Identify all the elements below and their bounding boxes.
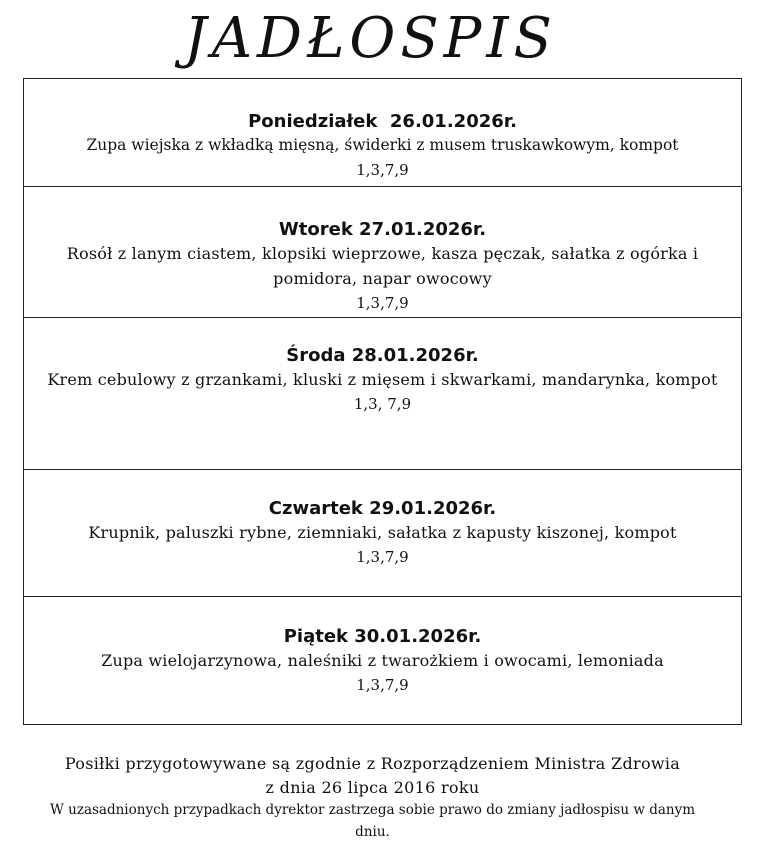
day-allergens: 1,3,7,9	[356, 294, 409, 312]
menu-row-monday	[24, 79, 741, 187]
menu-row-thursday	[24, 470, 741, 597]
regulation-line-2: z dnia 26 lipca 2016 roku	[265, 778, 480, 797]
day-heading: Czwartek 29.01.2026r.	[268, 498, 497, 519]
day-allergens: 1,3, 7,9	[353, 395, 412, 413]
day-heading: Wtorek 27.01.2026r.	[278, 219, 487, 240]
day-heading: Środa 28.01.2026r.	[286, 345, 479, 366]
regulation-line-1: Posiłki przygotowywane są zgodnie z Rozporządzeniem Ministra Zdrowia	[64, 754, 681, 773]
menu-row-tuesday	[24, 187, 741, 318]
day-dishes: Krem cebulowy z grzankami, kluski z mięsem i skwarkami, mandarynka, kompot	[47, 370, 718, 389]
day-heading: Poniedziałek 26.01.2026r.	[248, 111, 517, 132]
menu-table	[23, 78, 742, 725]
regulation-note	[0, 752, 745, 800]
day-dishes: Zupa wielojarzynowa, naleśniki z twarożkiem i owocami, lemoniada	[101, 651, 664, 670]
day-allergens: 1,3,7,9	[356, 676, 409, 694]
day-dishes: Krupnik, paluszki rybne, ziemniaki, sałatka z kapusty kiszonej, kompot	[88, 523, 677, 542]
day-allergens: 1,3,7,9	[356, 161, 409, 179]
day-dishes: Rosół z lanym ciastem, klopsiki wieprzowe, kasza pęczak, sałatka z ogórka i pomidora, napar owocowy	[66, 244, 699, 288]
day-dishes: Zupa wiejska z wkładką mięsną, świderki z musem truskawkowym, kompot	[86, 136, 679, 154]
page-title: JADŁOSPIS	[184, 6, 557, 71]
day-allergens: 1,3,7,9	[356, 548, 409, 566]
disclaimer-note: W uzasadnionych przypadkach dyrektor zastrzega sobie prawo do zmiany jadłospisu w danym dniu.	[49, 802, 696, 840]
menu-row-wednesday	[24, 318, 741, 470]
menu-row-friday	[24, 597, 741, 724]
day-heading: Piątek 30.01.2026r.	[283, 626, 482, 647]
